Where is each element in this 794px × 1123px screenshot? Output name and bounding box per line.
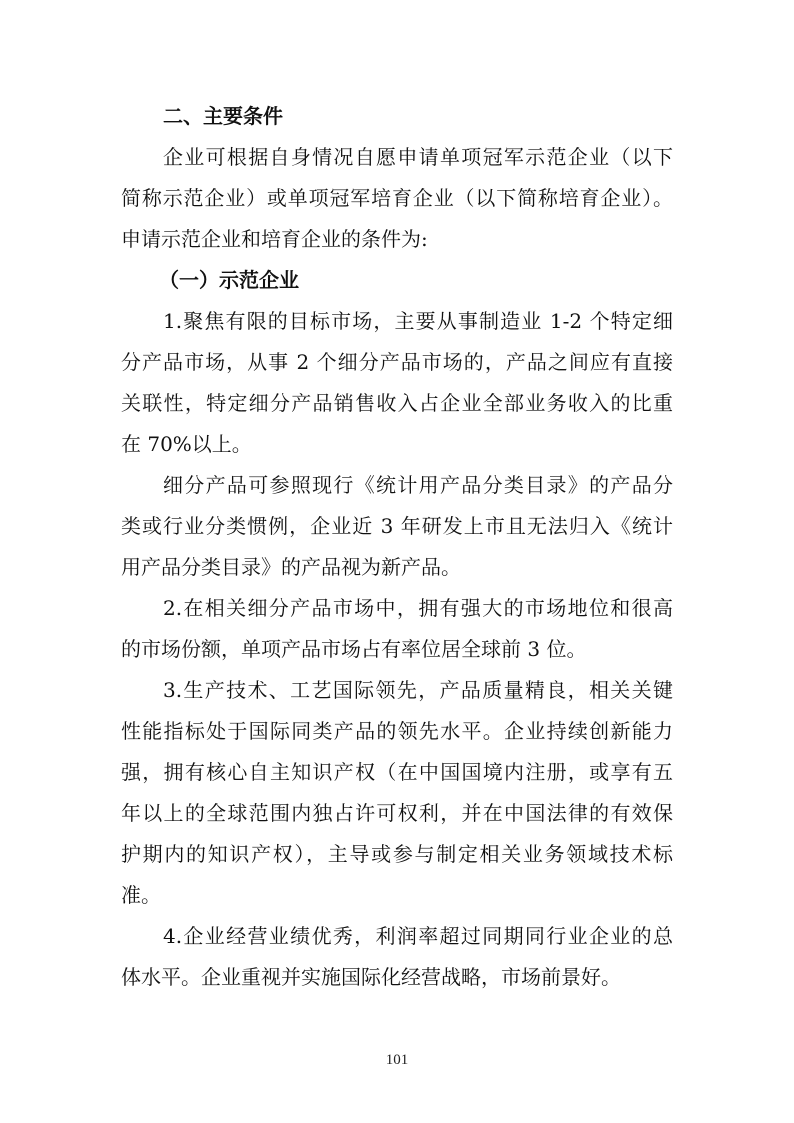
paragraph-line: 简称示范企业）或单项冠军培育企业（以下简称培育企业）。 — [121, 186, 673, 210]
paragraph-line: 性能指标处于国际同类产品的领先水平。企业持续创新能力 — [121, 719, 673, 743]
paragraph-line: 3.生产技术、工艺国际领先，产品质量精良，相关关键 — [163, 678, 673, 702]
paragraph-line: 细分产品可参照现行《统计用产品分类目录》的产品分 — [163, 473, 673, 497]
paragraph-line: 2.在相关细分产品市场中，拥有强大的市场地位和很高 — [163, 596, 673, 620]
paragraph-line: 关联性，特定细分产品销售收入占企业全部业务收入的比重 — [121, 391, 673, 415]
paragraph-line: 在 70%以上。 — [121, 432, 252, 456]
paragraph-line: 体水平。企业重视并实施国际化经营战略，市场前景好。 — [121, 965, 621, 989]
paragraph-line: 申请示范企业和培育企业的条件为: — [121, 227, 428, 251]
paragraph-line: 类或行业分类惯例，企业近 3 年研发上市且无法归入《统计 — [121, 514, 673, 538]
paragraph-line: 企业可根据自身情况自愿申请单项冠军示范企业（以下 — [163, 145, 673, 169]
paragraph-line: 强，拥有核心自主知识产权（在中国国境内注册，或享有五 — [121, 760, 673, 784]
document-body — [121, 96, 673, 998]
subsection-heading: （一）示范企业 — [159, 268, 299, 292]
paragraph-line: 4.企业经营业绩优秀，利润率超过同期同行业企业的总 — [163, 924, 673, 948]
paragraph-line: 用产品分类目录》的产品视为新产品。 — [121, 555, 461, 579]
paragraph-line: 护期内的知识产权），主导或参与制定相关业务领域技术标 — [121, 842, 673, 866]
paragraph-line: 年以上的全球范围内独占许可权利，并在中国法律的有效保 — [121, 801, 673, 825]
paragraph-line: 的市场份额，单项产品市场占有率位居全球前 3 位。 — [121, 637, 587, 661]
paragraph-line: 1.聚焦有限的目标市场，主要从事制造业 1-2 个特定细 — [163, 309, 673, 333]
paragraph-line: 分产品市场，从事 2 个细分产品市场的，产品之间应有直接 — [121, 350, 673, 374]
page-number: 101 — [385, 1052, 409, 1068]
section-heading: 二、主要条件 — [163, 104, 283, 128]
paragraph-line: 准。 — [121, 883, 161, 907]
